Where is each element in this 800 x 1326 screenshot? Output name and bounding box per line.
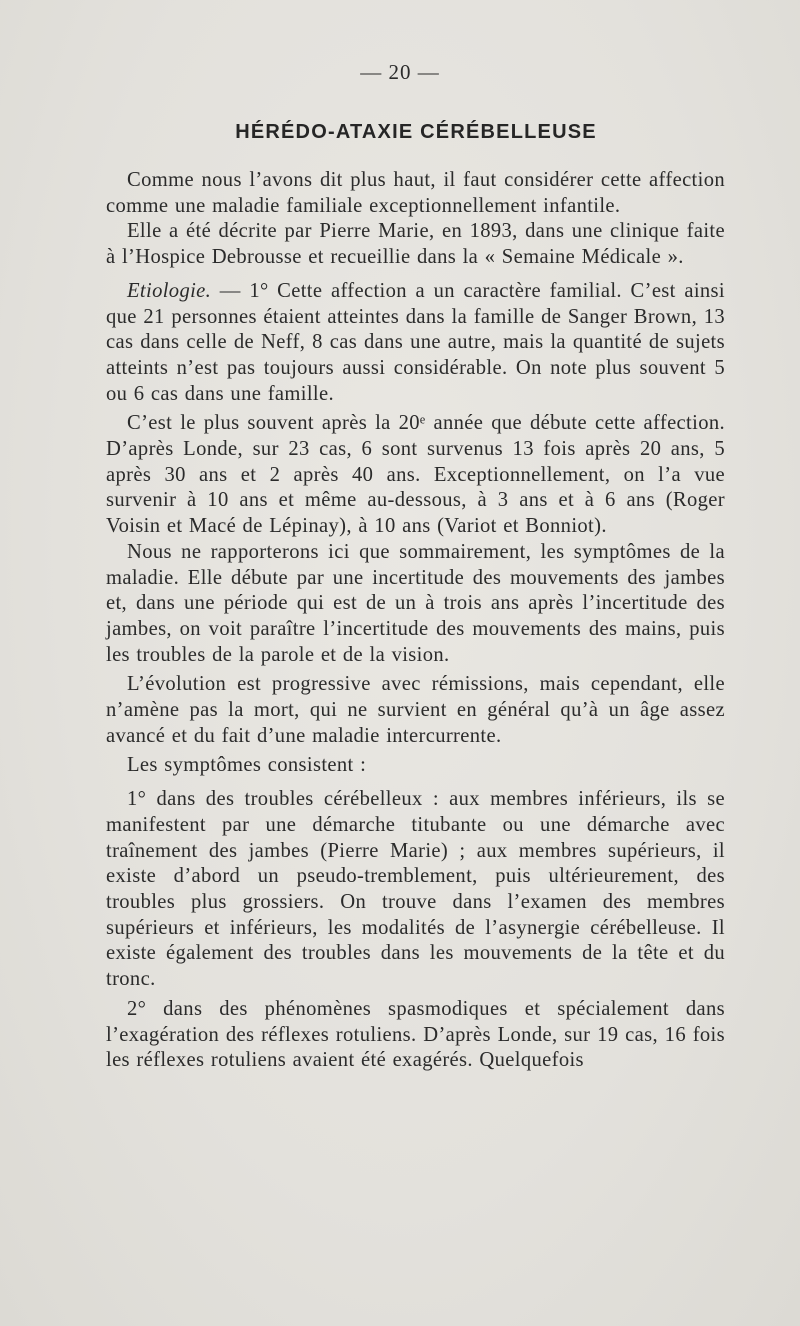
paragraph-intro: Comme nous l’avons dit plus haut, il faut considérer cette affection comme une maladie familiale exceptionnellement infantile. (106, 169, 725, 217)
etiology-text: — 1° Cette affection a un caractère familial. C’est ainsi que 21 personnes étaient atteintes dans la famille de Sanger Brown, 13 cas dans celle de Neff, 8 cas dans une autre, mais la quantité de sujets atteints n’est pas toujours aussi considérable. On note plus souvent 5 ou 6 cas dans une famille. (106, 279, 725, 405)
paragraph-etiology (106, 279, 725, 408)
paragraph-symptoms-intro: Les symptômes consistent : (127, 754, 367, 777)
paragraph-onset-age: C’est le plus souvent après la 20ᵉ année que débute cette affection. D’après Londe, sur 23 cas, 6 sont survenus 13 fois après 20 ans, 5 après 30 ans et 2 après 40 ans. Exceptionnellement, on l’a vue survenir à 10 ans et même au-dessous, à 3 ans et à 6 ans (Roger Voisin et Macé de Lépinay), à 10 ans (Variot et Bonniot). (106, 412, 725, 538)
paragraph-symptoms-summary: Nous ne rapporterons ici que sommairement, les symptômes de la maladie. Elle débute par une incertitude des mouvements des jambes et, dans une période qui est de un à trois ans après l’incertitude des jambes, on voit paraître l’incertitude des mouvements des mains, puis les troubles de la parole et de la vision. (106, 540, 725, 666)
paragraph-evolution: L’évolution est progressive avec rémissions, mais cependant, elle n’amène pas la mort, qui ne survient en général qu’à un âge assez avancé et du fait d’une maladie intercurrente. (106, 673, 725, 747)
paragraph-description: Elle a été décrite par Pierre Marie, en 1893, dans une clinique faite à l’Hospice Debrousse et recueillie dans la « Semaine Médicale ». (106, 220, 725, 269)
body-text (106, 168, 725, 1074)
chapter-heading: HÉRÉDO-ATAXIE CÉRÉBELLEUSE (235, 121, 597, 143)
paragraph-spasmodic-phenomena: 2° dans des phénomènes spasmodiques et spécialement dans l’exagération des réflexes rotuliens. D’après Londe, sur 19 cas, 16 fois les réflexes rotuliens avaient été exagérés. Quelquefois (106, 997, 725, 1072)
paragraph-cerebellar-troubles: 1° dans des troubles cérébelleux : aux membres inférieurs, ils se manifestent par une démarche titubante ou une démarche avec traînement des jambes (Pierre Marie) ; aux membres supérieurs, il existe d’abord un pseudo-tremblement, puis ultérieurement, des troubles plus grossiers. On trouve dans l’examen des membres supérieurs et inférieurs, les modalités de l’asynergie cérébelleuse. Il existe également des troubles dans les mouvements de la tête et du tronc. (106, 788, 725, 991)
page-number: — 20 — (360, 60, 440, 84)
etiology-lead: Etiologie. (127, 279, 212, 302)
